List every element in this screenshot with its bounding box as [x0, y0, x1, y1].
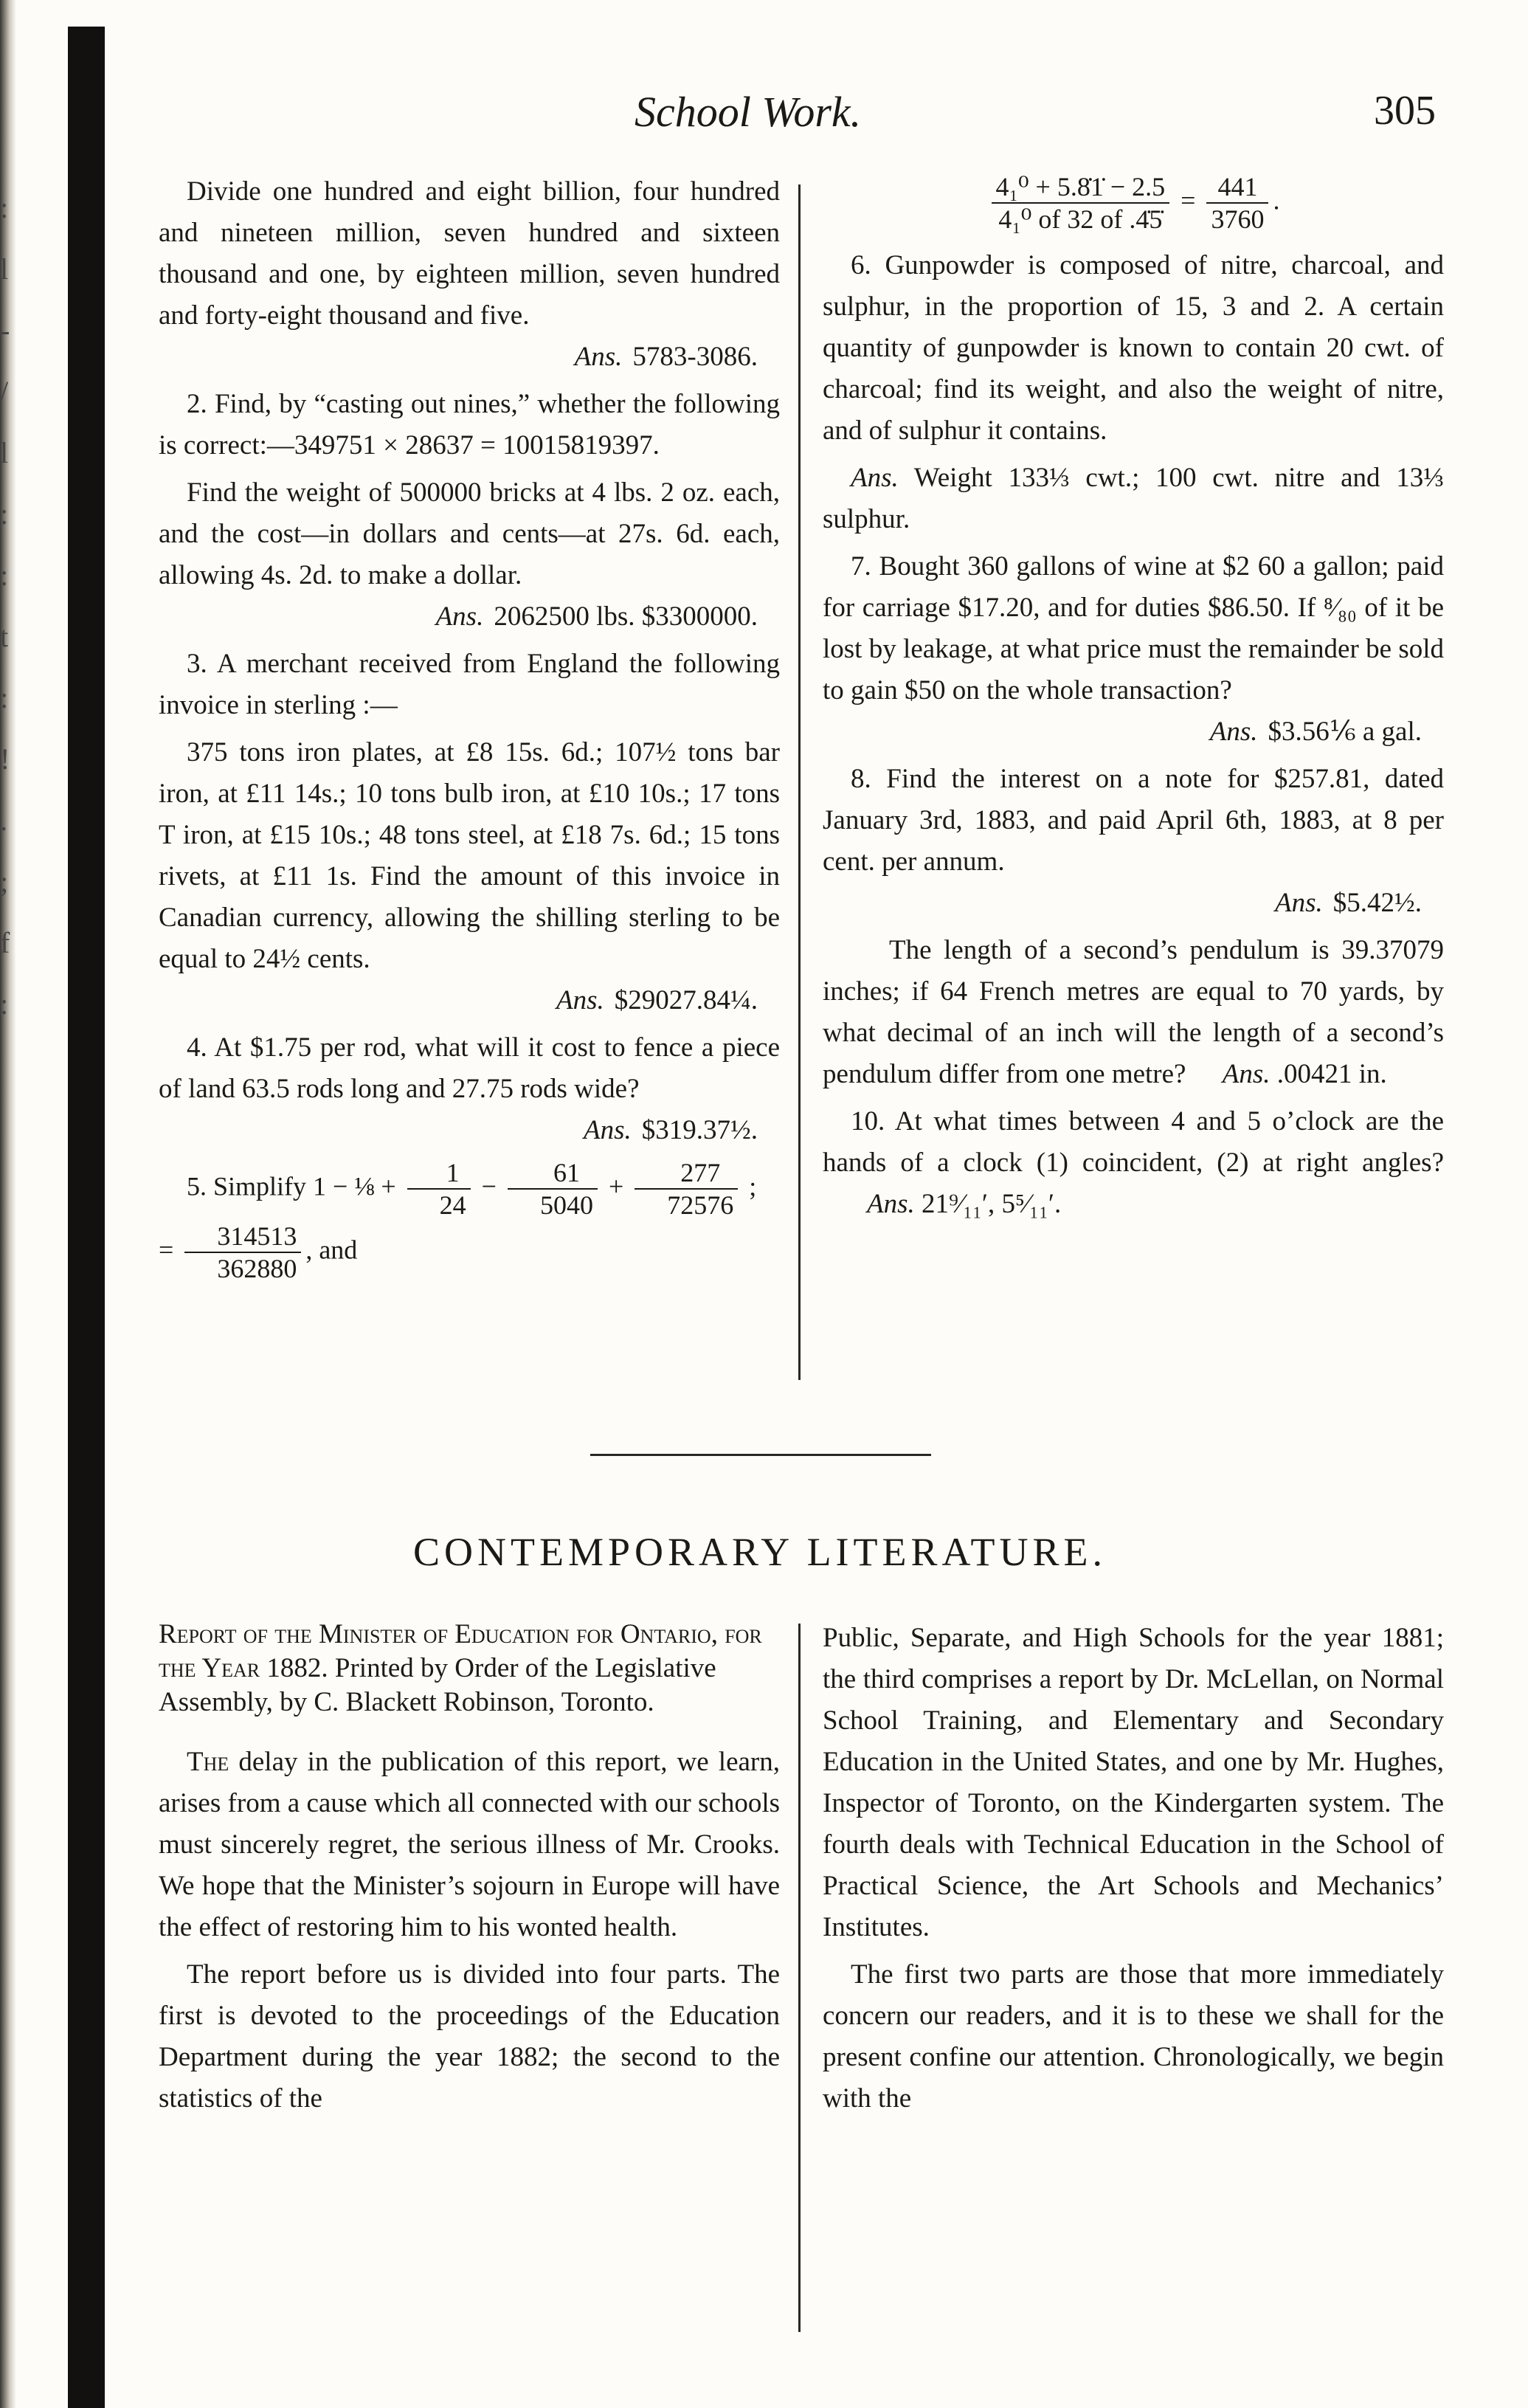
- margin-mark: .: [0, 804, 7, 837]
- answer: Ans. 5783-3086.: [574, 342, 758, 372]
- section-title: CONTEMPORARY LITERATURE.: [413, 1530, 1107, 1574]
- margin-mark: ;: [0, 865, 9, 898]
- problem-simplify: 5. Simplify 1 − ⅛ + $\frac{1}{24}$ − $\frac{61}{5040}$ + $\frac{277}{72576}$ ; = $\frac{314513}{362880}$ , and: [159, 1158, 757, 1283]
- margin-mark: :: [0, 559, 9, 592]
- margin-mark: t: [0, 620, 9, 653]
- problem-wine: 7. Bought 360 gallons of wine at $2 60 a gallon; paid for carriage $17.20, and for duties $86.50. If ⁸⁄₈₀ of it be lost by leakage, at what price must the remainder be sold to gain $50 on the whole transaction? Ans. $3.56⅙ a gal.: [823, 546, 1444, 753]
- column-divider: [798, 1624, 801, 2332]
- problem-interest: 8. Find the interest on a note for $257.81, dated January 3rd, 1883, and paid April 6th, 1883, at 8 per cent. per annum. Ans. $5.42½.: [823, 759, 1444, 924]
- margin-mark: !: [0, 742, 10, 776]
- margin-mark: l: [0, 252, 9, 286]
- section-rule: [590, 1454, 931, 1456]
- margin-mark: f: [0, 926, 10, 959]
- fraction: $\frac{61}{5040}$: [508, 1157, 598, 1221]
- equation: $\frac{\text{4₁⁰ + 5.8̇1̇ − 2.5}}{\text{4₁⁰ of 32 of .4̇5̇}}$ = $\frac{441}{3760}$ .: [823, 171, 1444, 235]
- left-column: [159, 171, 780, 1290]
- margin-mark: -: [0, 314, 10, 347]
- answer: Ans. $5.42½.: [1275, 888, 1422, 918]
- answer: Ans. $319.37½.: [584, 1115, 758, 1145]
- problem-clock: 10. At what times between 4 and 5 o’clock are the hands of a clock (1) coincident, (2) at right angles? Ans. 21⁹⁄₁₁′, 5⁵⁄₁₁′.: [823, 1106, 1444, 1219]
- margin-mark: :: [0, 681, 9, 714]
- answer: Ans. .00421 in.: [1222, 1059, 1387, 1089]
- answer: Ans. $29027.84¼.: [556, 985, 758, 1015]
- answer-gunpowder: Ans. Weight 133⅓ cwt.; 100 cwt. nitre and 13⅓ sulphur.: [823, 463, 1444, 534]
- problem-bricks: Find the weight of 500000 bricks at 4 lbs. 2 oz. each, and the cost—in dollars and cents—at 27s. 6d. each, allowing 4s. 2d. to make a dollar. Ans. 2062500 lbs. $3300000.: [159, 472, 780, 638]
- review-right-column: [823, 1618, 1444, 2125]
- margin-marks: [0, 177, 30, 1035]
- page-number: 305: [1374, 88, 1436, 134]
- review-paragraph: The first two parts are those that more immediately concern our readers, and it is to these we shall for the present confine our attention. Chronologically, we begin with the: [823, 1959, 1444, 2114]
- answer: Ans. $3.56⅙ a gal.: [1209, 717, 1422, 747]
- column-divider: [798, 184, 801, 1380]
- answer: Ans. 21⁹⁄₁₁′, 5⁵⁄₁₁′.: [867, 1189, 1062, 1219]
- fraction: $\frac{277}{72576}$: [635, 1157, 738, 1221]
- problem-division: Divide one hundred and eight billion, four hundred and nineteen million, seven hundred and sixteen thousand and one, by eighteen million, seven hundred and forty-eight thousand and five. Ans. 5783-3086.: [159, 171, 780, 378]
- review-paragraph: The report before us is divided into four parts. The first is devoted to the proceedings of the Education Department during the year 1882; the second to the statistics of the: [159, 1959, 780, 2114]
- margin-mark: :: [0, 191, 9, 224]
- right-column: [823, 171, 1444, 1231]
- problem-pendulum: The length of a second’s pendulum is 39.37079 inches; if 64 French metres are equal to 70 yards, by what decimal of an inch will the length of a second’s pendulum differ from one metre? Ans. .00421 in.: [823, 935, 1444, 1089]
- review-heading: Report of the Minister of Education for Ontario, for the Year 1882. Printed by Order of the Legislative Assembly, by C. Blackett Robinson, Toronto.: [159, 1619, 762, 1717]
- review-paragraph: Public, Separate, and High Schools for the year 1881; the third comprises a report by Dr. McLellan, on Normal School Training, and Elementary and Secondary Education in the United States, and one by Mr. Hughes, Inspector of Toronto, on the Kindergarten system. The fourth deals with Technical Education in the School of Practical Science, the Art Schools and Mechanics’ Institutes.: [823, 1623, 1444, 1942]
- problem-gunpowder: 6. Gunpowder is composed of nitre, charcoal, and sulphur, in the proportion of 15, 3 and 2. A certain quantity of gunpowder is known to contain 20 cwt. of charcoal; find its weight, and also the weight of nitre, and of sulphur it contains.: [823, 250, 1444, 446]
- review-paragraph: The delay in the publication of this report, we learn, arises from a cause which all connected with our schools must sincerely regret, the serious illness of Mr. Crooks. We hope that the Minister’s sojourn in Europe will have the effect of restoring him to his wonted health.: [159, 1747, 780, 1942]
- running-head: School Work.: [635, 88, 862, 136]
- fraction: $\frac{\text{4₁⁰ + 5.8̇1̇ − 2.5}}{\text{4₁⁰ of 32 of .4̇5̇}}$: [992, 171, 1170, 235]
- review-left-column: [159, 1618, 780, 2125]
- binding-margin: [68, 27, 105, 2408]
- margin-mark: :: [0, 497, 9, 531]
- problem-invoice-intro: 3. A merchant received from England the following invoice in sterling :—: [159, 649, 780, 720]
- problem-casting-out-nines: 2. Find, by “casting out nines,” whether the following is correct:—349751 × 28637 = 10015819397.: [159, 389, 780, 460]
- margin-mark: /: [0, 375, 9, 408]
- fraction: $\frac{1}{24}$: [407, 1157, 471, 1221]
- margin-mark: :: [0, 987, 9, 1021]
- fraction: $\frac{441}{3760}$: [1206, 171, 1268, 235]
- problem-fence: 4. At $1.75 per rod, what will it cost to fence a piece of land 63.5 rods long and 27.75 rods wide? Ans. $319.37½.: [159, 1027, 780, 1151]
- problem-invoice: 375 tons iron plates, at £8 15s. 6d.; 107½ tons bar iron, at £11 14s.; 10 tons bulb iron, at £10 10s.; 17 tons T iron, at £15 10s.; 48 tons steel, at £18 7s. 6d.; 15 tons rivets, at £11 1s. Find the amount of this invoice in Canadian currency, allowing the shilling sterling to be equal to 24½ cents. Ans. $29027.84¼.: [159, 732, 780, 1021]
- answer: Ans. 2062500 lbs. $3300000.: [435, 601, 758, 632]
- margin-mark: l: [0, 436, 9, 469]
- fraction: $\frac{314513}{362880}$: [184, 1221, 301, 1284]
